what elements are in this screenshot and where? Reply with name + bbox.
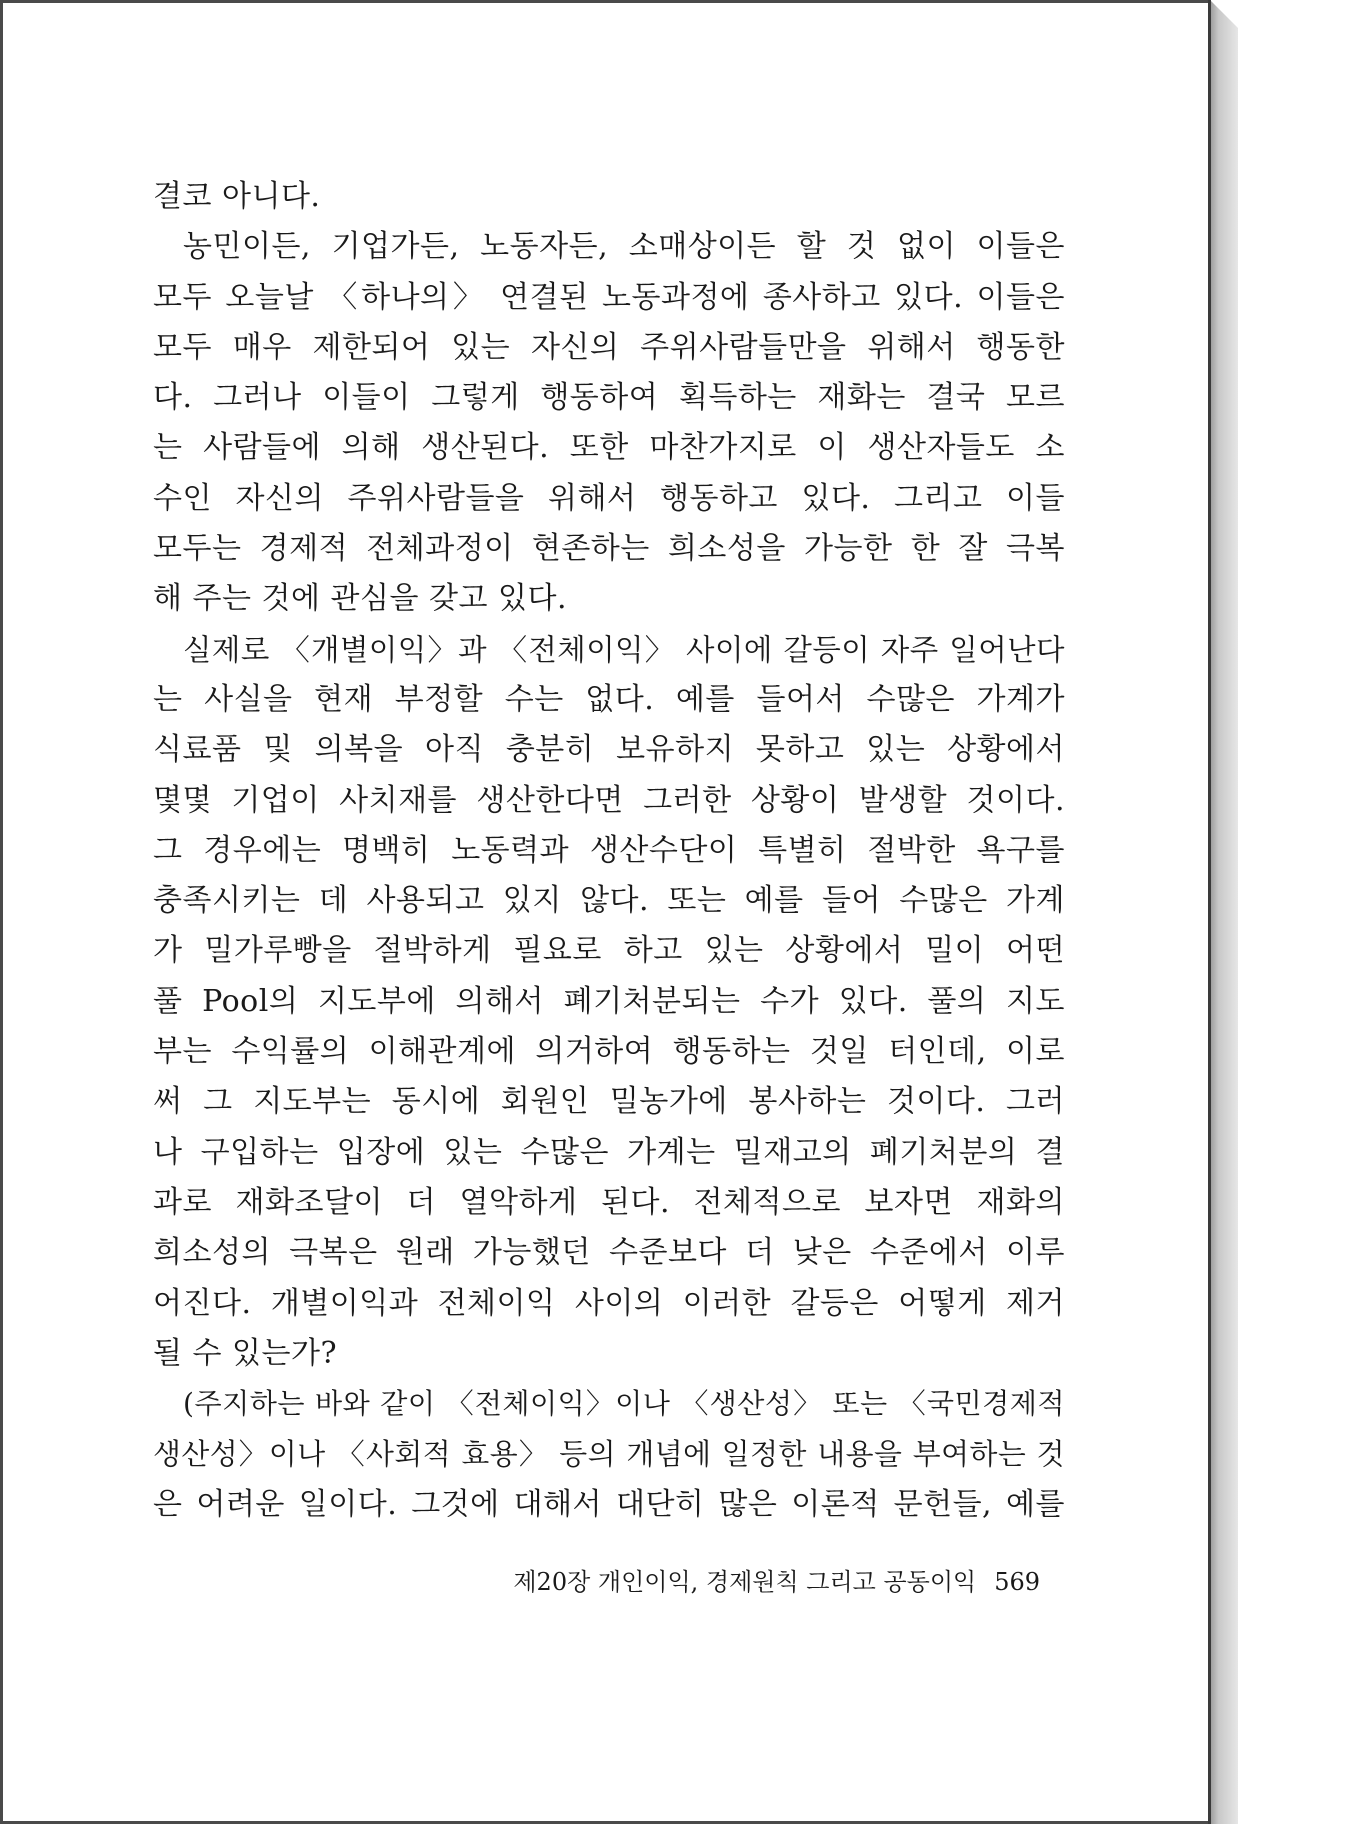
body-text — [153, 172, 1065, 1530]
text-line: 다. 그러나 이들이 그렇게 행동하여 획득하는 재화는 결국 모르 — [153, 380, 1065, 416]
text-line: 생산성〉이나 〈사회적 효용〉 등의 개념에 일정한 내용을 부여하는 것 — [153, 1437, 1065, 1472]
paragraph-4 — [153, 1379, 1065, 1530]
text-line: 모두 매우 제한되어 있는 자신의 주위사람들만을 위해서 행동한 — [153, 329, 1065, 365]
text-line: 그 경우에는 명백히 노동력과 생산수단이 특별히 절박한 욕구를 — [153, 832, 1065, 868]
text-line: 은 어려운 일이다. 그것에 대해서 대단히 많은 이론적 문헌들, 예를 — [153, 1486, 1065, 1522]
text-line: 결코 아니다. — [153, 179, 321, 214]
text-line: 실제로 〈개별이익〉과 〈전체이익〉 사이에 갈등이 자주 일어난다 — [183, 632, 1065, 667]
text-line: 는 사실을 현재 부정할 수는 없다. 예를 들어서 수많은 가계가 — [153, 681, 1065, 717]
text-line: 농민이든, 기업가든, 노동자든, 소매상이든 할 것 없이 이들은 — [183, 229, 1065, 265]
text-line: 충족시키는 데 사용되고 있지 않다. 또는 예를 들어 수많은 가계 — [153, 883, 1065, 919]
text-line: 될 수 있는가? — [153, 1335, 338, 1371]
text-line: 풀 Pool의 지도부에 의해서 폐기처분되는 수가 있다. 풀의 지도 — [153, 983, 1065, 1019]
text-line: 식료품 및 의복을 아직 충분히 보유하지 못하고 있는 상황에서 — [153, 732, 1065, 768]
text-line: 써 그 지도부는 동시에 회원인 밀농가에 봉사하는 것이다. 그러 — [153, 1084, 1065, 1120]
text-line: 가 밀가루빵을 절박하게 필요로 하고 있는 상황에서 밀이 어떤 — [153, 933, 1065, 969]
text-line: 모두 오늘날 〈하나의〉 연결된 노동과정에 종사하고 있다. 이들은 — [153, 279, 1065, 315]
text-line: 모두는 경제적 전체과정이 현존하는 희소성을 가능한 한 잘 극복 — [153, 531, 1065, 567]
paragraph-1 — [153, 172, 1065, 222]
text-line: 과로 재화조달이 더 열악하게 된다. 전체적으로 보자면 재화의 — [153, 1184, 1065, 1220]
paragraph-2 — [153, 222, 1065, 624]
text-line: 부는 수익률의 이해관계에 의거하여 행동하는 것일 터인데, 이로 — [153, 1034, 1065, 1070]
text-line: 어진다. 개별이익과 전체이익 사이의 이러한 갈등은 어떻게 제거 — [153, 1285, 1065, 1321]
page-edge — [1210, 0, 1238, 1824]
text-line: 수인 자신의 주위사람들을 위해서 행동하고 있다. 그리고 이들 — [153, 480, 1065, 516]
text-line: 해 주는 것에 관심을 갖고 있다. — [153, 581, 567, 617]
text-line: 는 사람들에 의해 생산된다. 또한 마찬가지로 이 생산자들도 소 — [153, 430, 1065, 466]
text-line: 희소성의 극복은 원래 가능했던 수준보다 더 낮은 수준에서 이루 — [153, 1235, 1065, 1271]
text-line: (주지하는 바와 같이 〈전체이익〉이나 〈생산성〉 또는 〈국민경제적 — [183, 1387, 1065, 1421]
text-line: 나 구입하는 입장에 있는 수많은 가계는 밀재고의 폐기처분의 결 — [153, 1134, 1065, 1170]
page-edge-line — [1208, 0, 1211, 1824]
page-footer — [480, 1566, 1040, 1598]
running-head: 제20장 개인이익, 경제원칙 그리고 공동이익 — [513, 1568, 977, 1596]
text-line: 몇몇 기업이 사치재를 생산한다면 그러한 상황이 발생할 것이다. — [153, 782, 1065, 818]
page-number: 569 — [994, 1568, 1040, 1596]
paragraph-3 — [153, 625, 1065, 1379]
